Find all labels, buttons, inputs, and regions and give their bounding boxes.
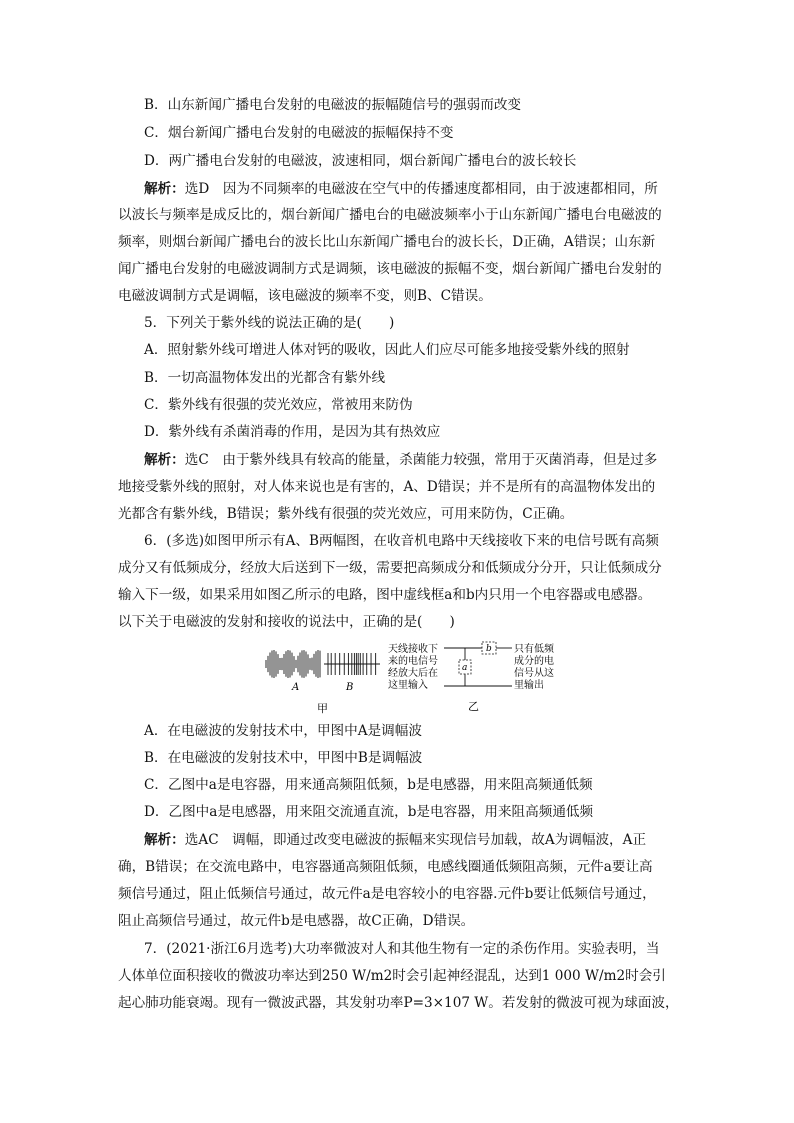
q5-analysis-line-1: 解析：选C 由于紫外线具有较高的能量，杀菌能力较强，常用于灭菌消毒，但是过多 xyxy=(144,452,658,468)
q6-option-c: C．乙图中a是电容器，用来通高频阻低频，b是电感器，用来阻高频通低频 xyxy=(144,777,593,793)
q4-option-b: B．山东新闻广播电台发射的电磁波的振幅随信号的强弱而改变 xyxy=(144,97,522,113)
q6-stem-line-2: 成分又有低频成分，经放大后送到下一级，需要把高频成分和低频成分分开，只让低频成分 xyxy=(118,560,662,576)
left-text-1: 天线接收下 xyxy=(388,644,438,655)
q7-line-3: 起心肺功能衰竭。现有一微波武器，其发射功率P=3×107 W。若发射的微波可视为球面波， xyxy=(118,995,679,1011)
figure-caption-yi: 乙 xyxy=(468,700,479,713)
right-text-2: 成分的电 xyxy=(514,656,554,667)
q6-analysis-line-3: 频信号通过，阻止低频信号通过，故元件a是电容较小的电容器.元件b要让低频信号通过， xyxy=(118,886,656,902)
box-label-a: a xyxy=(462,663,468,673)
q4-option-c: C．烟台新闻广播电台发射的电磁波的振幅保持不变 xyxy=(144,125,454,141)
q4-analysis-line-2: 以波长与频率是成反比的，烟台新闻广播电台的电磁波频率小于山东新闻广播电台电磁波的 xyxy=(118,207,662,223)
q6-analysis-line-2: 确，B错误；在交流电路中，电容器通高频阻低频，电感线圈通低频阻高频，元件a要让高 xyxy=(118,859,653,875)
fm-waveform-b xyxy=(324,653,380,675)
analysis-label: 解析： xyxy=(144,832,185,848)
q6-stem-line-4: 以下关于电磁波的发射和接收的说法中，正确的是( ) xyxy=(118,614,455,630)
analysis-label: 解析： xyxy=(144,181,185,197)
right-text-1: 只有低频 xyxy=(514,644,554,655)
figure-jia-waveforms xyxy=(262,646,382,716)
q6-option-b: B．在电磁波的发射技术中，甲图中B是调幅波 xyxy=(144,750,423,766)
box-label-b: b xyxy=(486,644,492,654)
q5-analysis-line-2: 地接受紫外线的照射，对人体来说也是有害的，A、D错误；并不是所有的高温物体发出的 xyxy=(118,479,656,495)
q7-line-1: 7．(2021·浙江6月选考)大功率微波对人和其他生物有一定的杀伤作用。实验表明，当 xyxy=(144,941,660,957)
q6-option-a: A．在电磁波的发射技术中，甲图中A是调幅波 xyxy=(144,723,422,739)
q6-analysis-line-1: 解析：选AC 调幅，即通过改变电磁波的振幅来实现信号加载，故A为调幅波，A正 xyxy=(144,832,647,848)
q5-option-c: C．紫外线有很强的荧光效应，常被用来防伪 xyxy=(144,397,413,413)
q5-analysis-line-3: 光都含有紫外线，B错误；紫外线有很强的荧光效应，可用来防伪，C正确。 xyxy=(118,506,574,522)
q6-analysis-line-4: 阻止高频信号通过，故元件b是电感器，故C正确，D错误。 xyxy=(118,913,475,929)
right-text-4: 里输出 xyxy=(514,680,544,691)
q4-analysis-line-1: 解析：选D 因为不同频率的电磁波在空气中的传播速度都相同，由于波速都相同，所 xyxy=(144,181,658,197)
q6-option-d: D．乙图中a是电感器，用来阻交流通直流，b是电容器，用来阻高频通低频 xyxy=(144,804,594,820)
q5-option-a: A．照射紫外线可增进人体对钙的吸收，因此人们应尽可能多地接受紫外线的照射 xyxy=(144,342,630,358)
left-text-3: 经放大后在 xyxy=(388,668,438,679)
q4-option-d: D．两广播电台发射的电磁波，波速相同，烟台新闻广播电台的波长较长 xyxy=(144,153,577,169)
q6-stem-line-1: 6．(多选)如图甲所示有A、B两幅图，在收音机电路中天线接收下来的电信号既有高频 xyxy=(144,533,659,549)
left-text-2: 来的电信号 xyxy=(388,656,438,667)
am-waveform-a xyxy=(266,650,320,678)
q4-analysis-line-3: 频率，则烟台新闻广播电台的波长比山东新闻广播电台的波长长，D正确，A错误；山东新 xyxy=(118,234,656,250)
q6-stem-line-3: 输入下一级，如果采用如图乙所示的电路，图中虚线框a和b内只用一个电容器或电感器。 xyxy=(118,587,652,603)
figure-label-b: B xyxy=(346,682,354,693)
q5-option-d: D．紫外线有杀菌消毒的作用，是因为其有热效应 xyxy=(144,424,441,440)
q5-stem: 5．下列关于紫外线的说法正确的是( ) xyxy=(144,315,395,331)
figure-yi-circuit xyxy=(386,640,592,716)
q5-option-b: B．一切高温物体发出的光都含有紫外线 xyxy=(144,370,386,386)
right-text-3: 信号从这 xyxy=(514,668,554,679)
figure-label-a: A xyxy=(292,682,300,693)
q4-analysis-line-4: 闻广播电台发射的电磁波调制方式是调频，该电磁波的振幅不变，烟台新闻广播电台发射的 xyxy=(118,261,662,277)
q4-analysis-line-5: 电磁波调制方式是调幅，该电磁波的频率不变，则B、C错误。 xyxy=(118,288,492,304)
analysis-label: 解析： xyxy=(144,452,185,468)
q7-line-2: 人体单位面积接收的微波功率达到250 W/m2时会引起神经混乱，达到1 000 W/m2时会引 xyxy=(118,968,666,984)
left-text-4: 这里输入 xyxy=(388,680,428,691)
circuit-wires xyxy=(444,648,512,686)
figure-caption-jia: 甲 xyxy=(317,702,328,715)
